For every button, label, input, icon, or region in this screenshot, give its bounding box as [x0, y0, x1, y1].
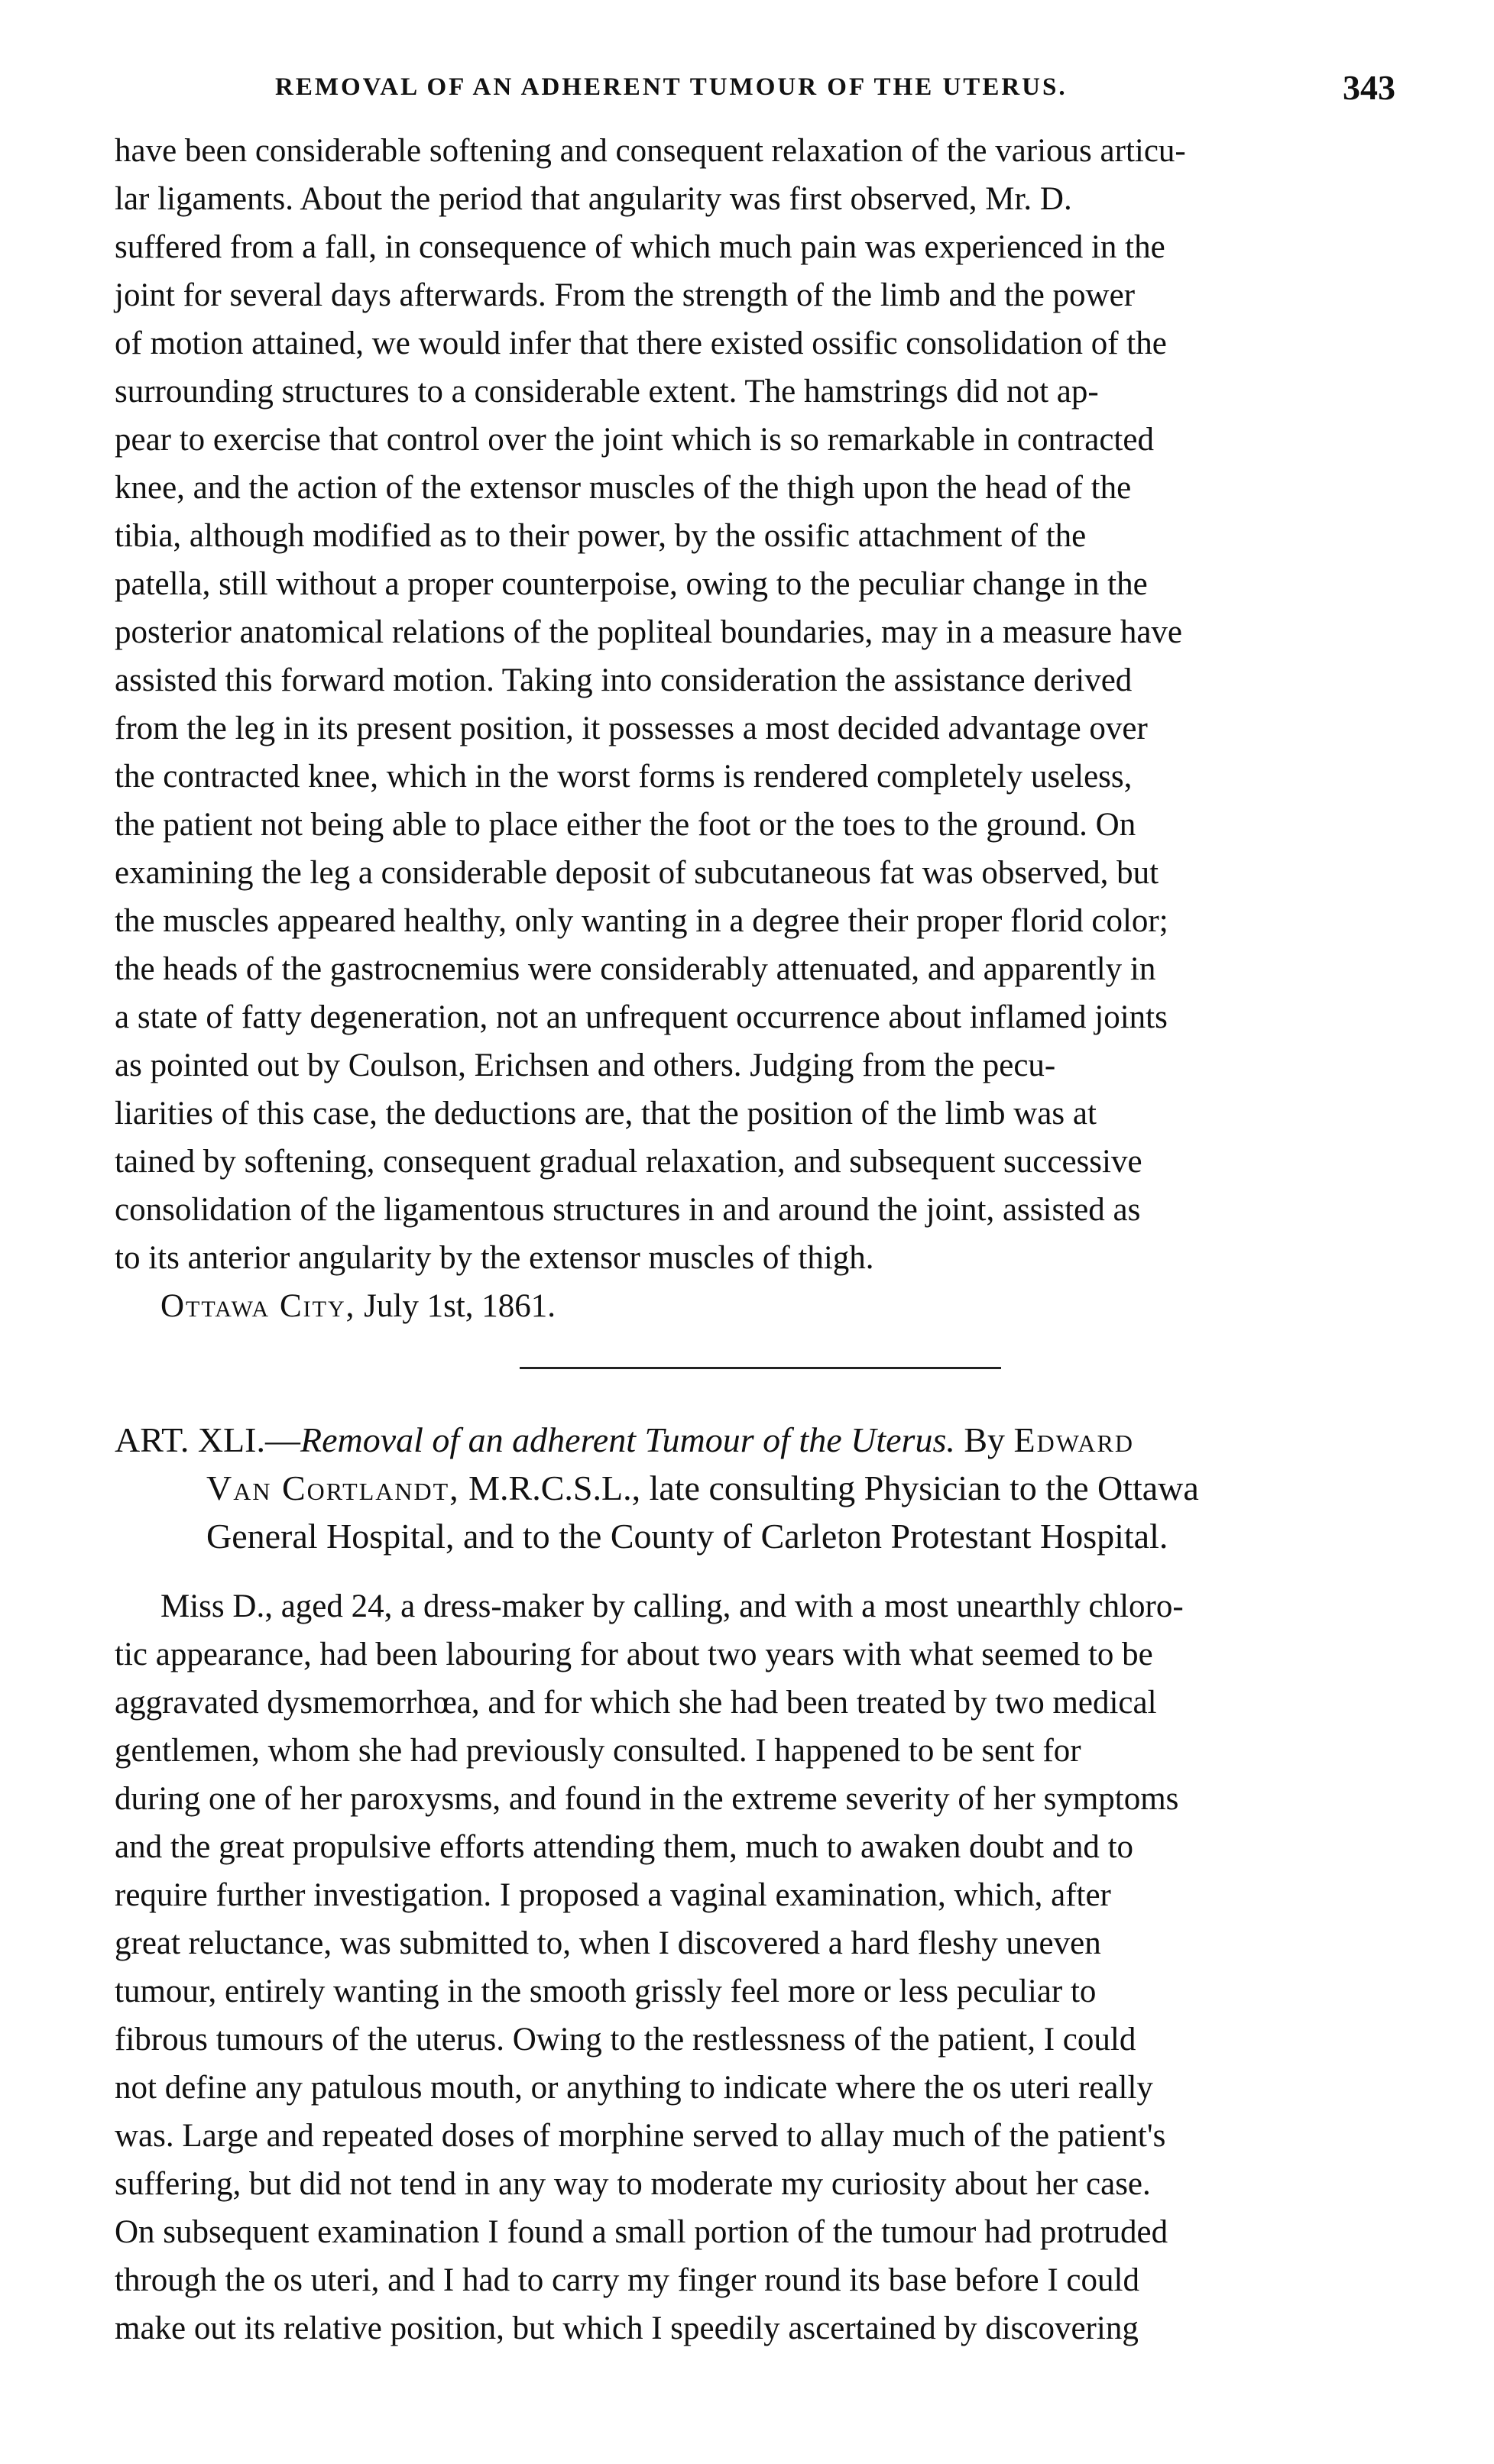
- article-number: ART. XLI.—: [115, 1420, 300, 1459]
- text-line: aggravated dysmemorrhœa, and for which she had been treated by two medical: [115, 1685, 1157, 1721]
- article-affiliation: General Hospital, and to the County of Carleton Protestant Hospital.: [206, 1517, 1168, 1556]
- text-line: a state of fatty degeneration, not an unfrequent occurrence about inflamed joints: [115, 999, 1168, 1035]
- document-page: [115, 68, 1395, 2352]
- text-line: On subsequent examination I found a small portion of the tumour had protruded: [115, 2214, 1168, 2250]
- text-line: liarities of this case, the deductions are, that the position of the limb was at: [115, 1096, 1097, 1132]
- text-line: the heads of the gastrocnemius were considerably attenuated, and apparently in: [115, 951, 1156, 987]
- text-line: the contracted knee, which in the worst forms is rendered completely useless,: [115, 759, 1133, 795]
- text-line: pear to exercise that control over the joint which is so remarkable in contracted: [115, 422, 1154, 458]
- text-line: knee, and the action of the extensor muscles of the thigh upon the head of the: [115, 470, 1132, 506]
- text-line: the patient not being able to place either the foot or the toes to the ground. On: [115, 807, 1136, 843]
- text-line: require further investigation. I proposed a vaginal examination, which, after: [115, 1877, 1111, 1913]
- text-line: lar ligaments. About the period that angularity was first observed, Mr. D.: [115, 181, 1072, 217]
- text-line: joint for several days afterwards. From the strength of the limb and the power: [115, 277, 1136, 313]
- text-line: and the great propulsive efforts attending them, much to awaken doubt and to: [115, 1829, 1134, 1865]
- text-line: examining the leg a considerable deposit of subcutaneous fat was observed, but: [115, 855, 1159, 891]
- text-line: make out its relative position, but which I speedily ascertained by discovering: [115, 2310, 1139, 2346]
- article-by: By: [954, 1420, 1014, 1459]
- running-title: REMOVAL OF AN ADHERENT TUMOUR OF THE UTERUS.: [275, 73, 1068, 101]
- text-line: tibia, although modified as to their power, by the ossific attachment of the: [115, 518, 1087, 554]
- text-line: Miss D., aged 24, a dress-maker by calling, and with a most unearthly chloro-: [160, 1588, 1184, 1624]
- text-line: fibrous tumours of the uterus. Owing to the restlessness of the patient, I could: [115, 2022, 1136, 2058]
- text-line: tained by softening, consequent gradual relaxation, and subsequent successive: [115, 1144, 1142, 1180]
- text-line: patella, still without a proper counterpoise, owing to the peculiar change in the: [115, 566, 1148, 602]
- section-divider: [520, 1367, 1001, 1369]
- page-number: 343: [1343, 68, 1395, 107]
- running-header: [115, 68, 1395, 127]
- text-line: have been considerable softening and consequent relaxation of the various articu-: [115, 133, 1186, 169]
- previous-article-paragraph: [115, 127, 1395, 1282]
- signoff-line: [115, 1282, 1395, 1330]
- article-heading-line: [115, 1463, 1395, 1511]
- text-line: consolidation of the ligamentous structures in and around the joint, assisted as: [115, 1192, 1141, 1228]
- text-line: was. Large and repeated doses of morphine served to allay much of the patient's: [115, 2118, 1166, 2154]
- text-line: suffered from a fall, in consequence of which much pain was experienced in the: [115, 229, 1165, 265]
- text-line: not define any patulous mouth, or anything to indicate where the os uteri really: [115, 2070, 1153, 2106]
- article-credentials: M.R.C.S.L., late consulting Physician to the Ottawa: [459, 1468, 1199, 1507]
- text-line: during one of her paroxysms, and found in the extreme severity of her symptoms: [115, 1781, 1179, 1817]
- text-line: assisted this forward motion. Taking into consideration the assistance derived: [115, 662, 1133, 698]
- text-line: from the leg in its present position, it possesses a most decided advantage over: [115, 711, 1148, 746]
- signoff-date: July 1st, 1861.: [355, 1288, 556, 1324]
- text-line: of motion attained, we would infer that there existed ossific consolidation of the: [115, 325, 1167, 361]
- article-heading: [115, 1415, 1395, 1559]
- article-title: Removal of an adherent Tumour of the Uterus.: [300, 1420, 955, 1459]
- text-line: surrounding structures to a considerable extent. The hamstrings did not ap-: [115, 374, 1099, 410]
- article-heading-line: [115, 1415, 1395, 1463]
- text-line: tumour, entirely wanting in the smooth grissly feel more or less peculiar to: [115, 1973, 1097, 2009]
- text-line: great reluctance, was submitted to, when I discovered a hard fleshy uneven: [115, 1925, 1101, 1961]
- text-line: gentlemen, whom she had previously consulted. I happened to be sent for: [115, 1733, 1081, 1769]
- text-line: to its anterior angularity by the extensor muscles of thigh.: [115, 1240, 874, 1276]
- article-author-last: Van Cortlandt,: [206, 1468, 460, 1507]
- text-line: through the os uteri, and I had to carry my finger round its base before I could: [115, 2262, 1139, 2298]
- text-line: posterior anatomical relations of the popliteal boundaries, may in a measure have: [115, 614, 1183, 650]
- text-line: as pointed out by Coulson, Erichsen and others. Judging from the pecu-: [115, 1047, 1056, 1083]
- article-body-paragraph: [115, 1582, 1395, 2352]
- article-author-first: Edward: [1013, 1420, 1134, 1459]
- text-line: tic appearance, had been labouring for about two years with what seemed to be: [115, 1637, 1153, 1672]
- text-line: the muscles appeared healthy, only wanting in a degree their proper florid color;: [115, 903, 1168, 939]
- signoff-place: Ottawa City,: [160, 1288, 356, 1324]
- text-line: suffering, but did not tend in any way to moderate my curiosity about her case.: [115, 2166, 1151, 2202]
